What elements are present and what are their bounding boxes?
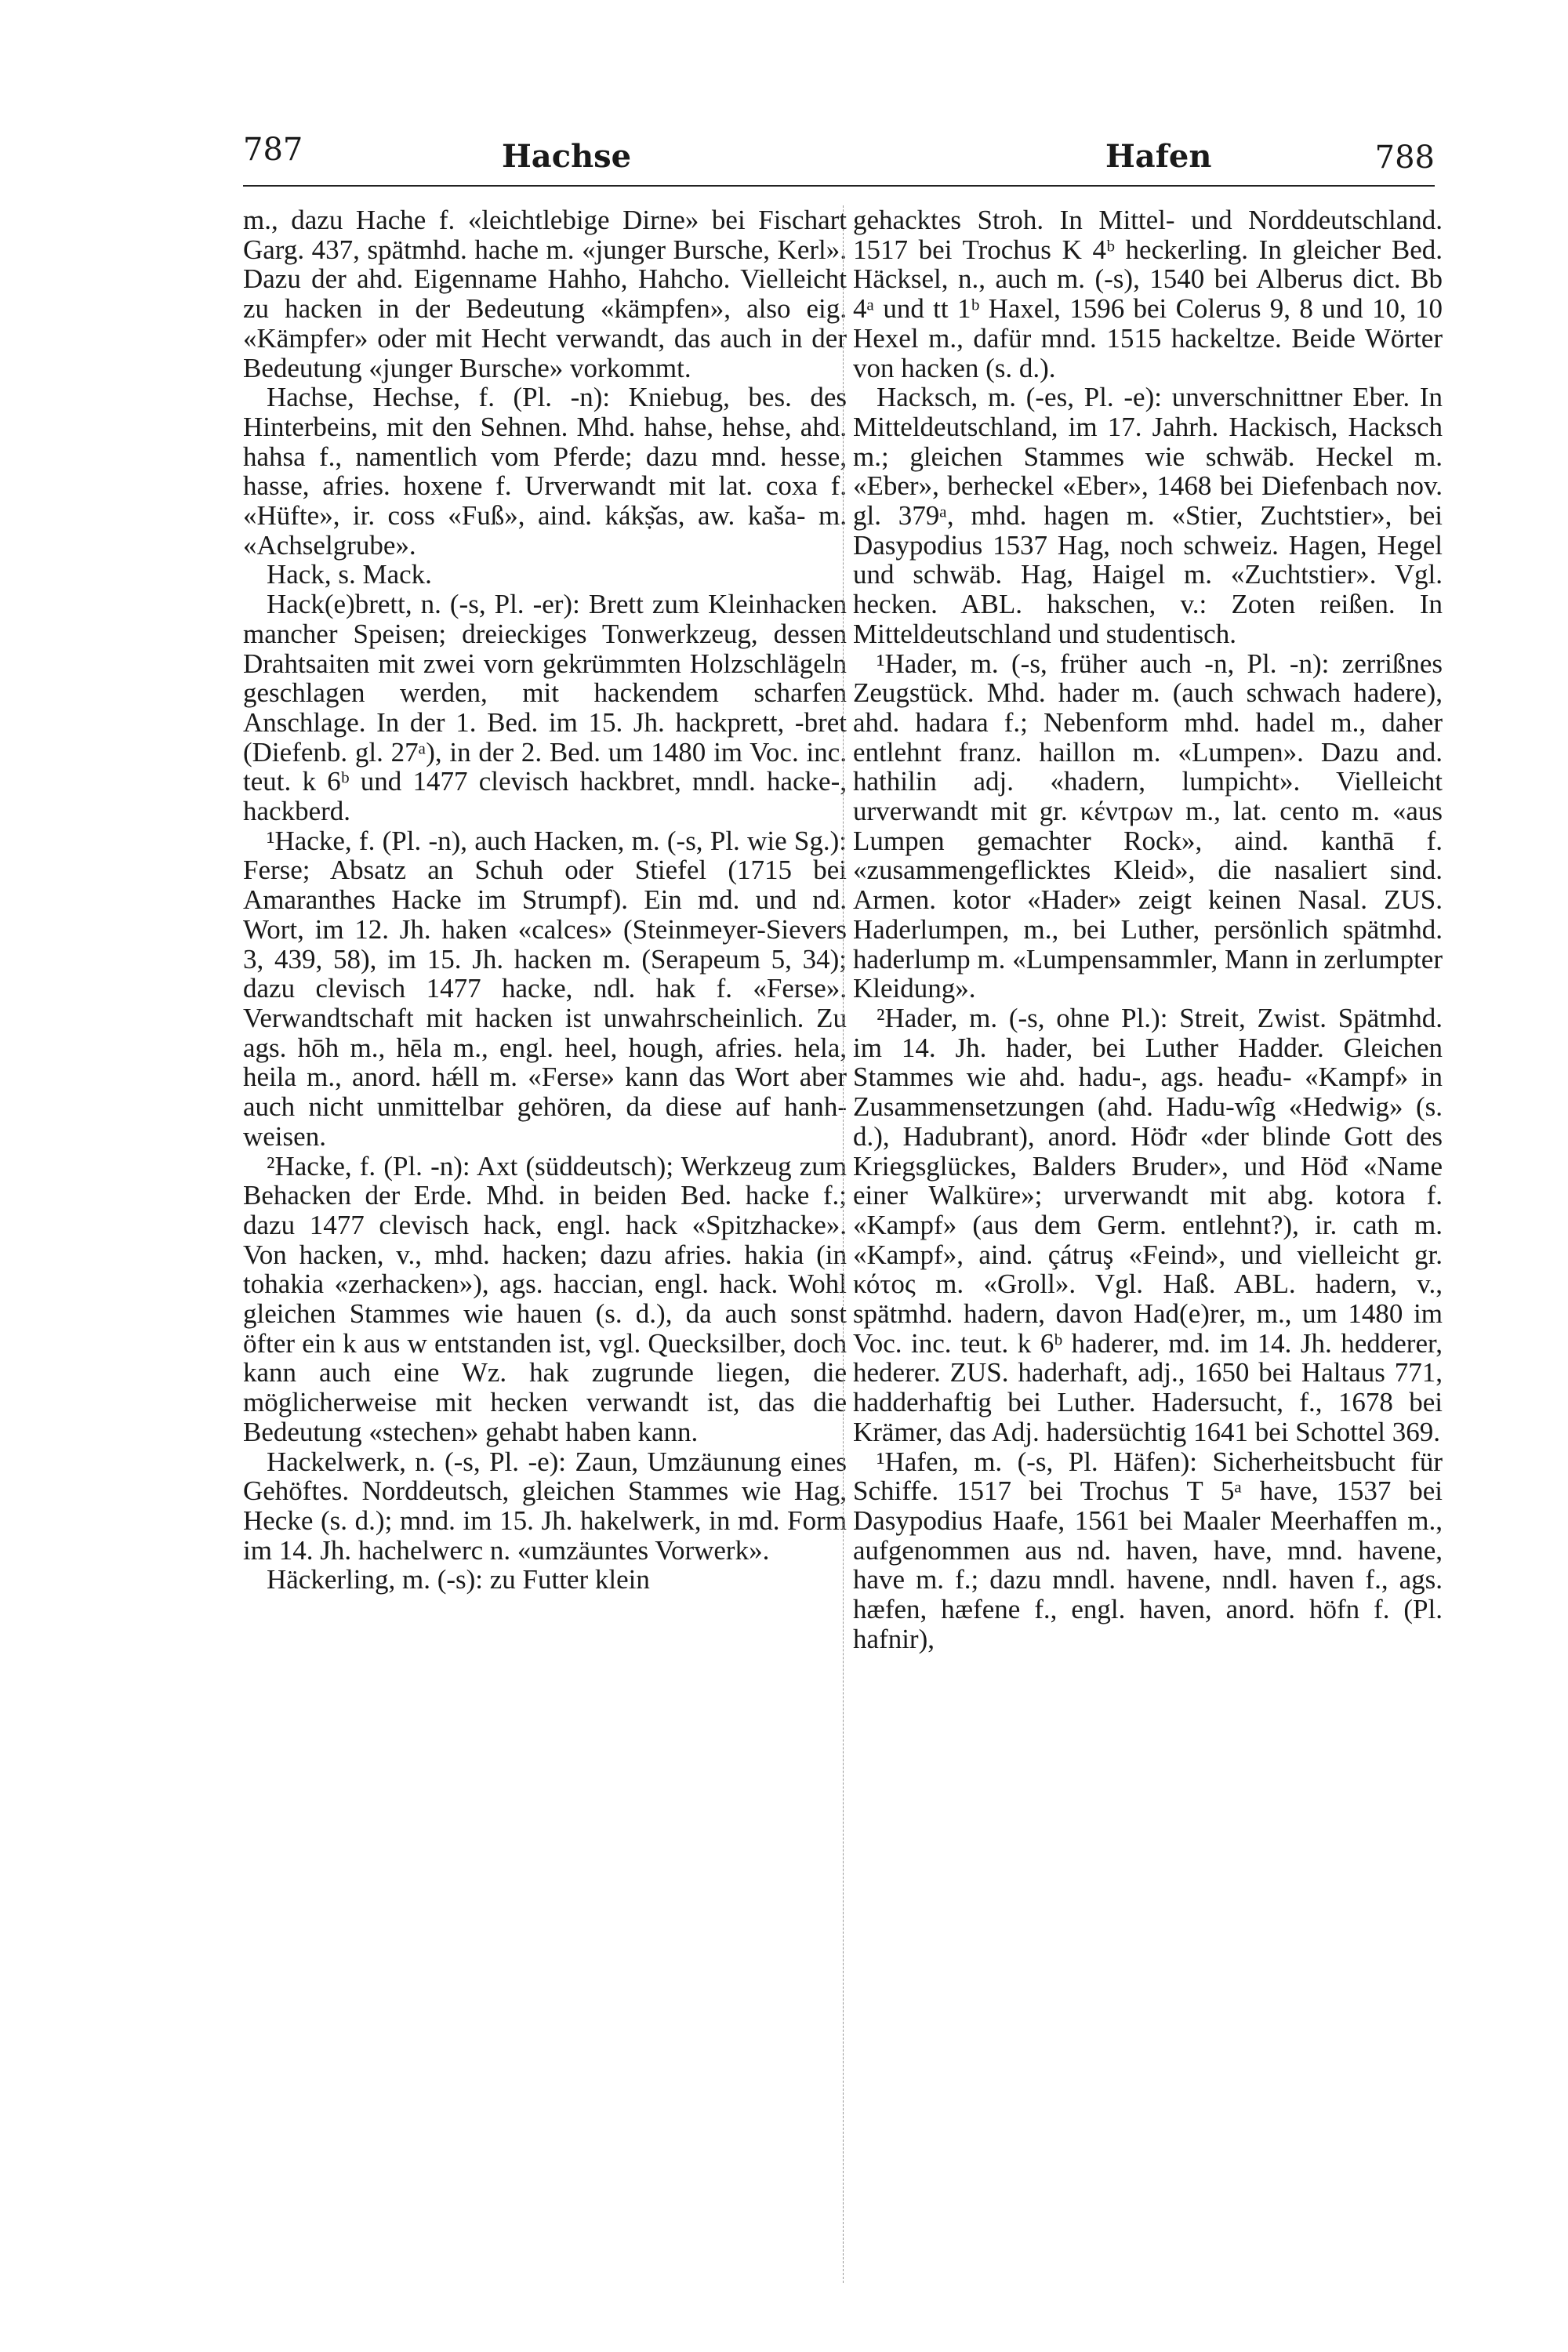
entry-hack: Hack, s. Mack. [267, 559, 432, 590]
entry-hachse: Hachse, Hechse, f. (Pl. -n): Kniebug, bes. des Hinterbeins, mit den Sehnen. Mhd. hahse, hehse, ahd. hahsa f., namentlich vom Pferde; dazu mnd. hesse, hasse, afries. hoxene f. Urverwandt mit lat. coxa f. «Hüfte», ir. coss «Fuß», aind. kákṣ̌as, aw. kaša- m. «Achselgrube». [243, 382, 847, 561]
header-rule [243, 185, 1435, 187]
entry-hacke-2: ²Hacke, f. (Pl. -n): Axt (süddeutsch); Werkzeug zum Behacken der Erde. Mhd. in beiden Bed. hacke f.; dazu 1477 clevisch hack, engl. hack «Spitzhacke». Von hacken, v., mhd. hacken; dazu afries. hakia (in tohakia «zerhacken»), ags. haccian, engl. hack. Wohl gleichen Stammes wie hauen (s. d.), da auch sonst öfter ein k aus w entstanden ist, vgl. Quecksilber, doch kann auch eine Wz. hak zugrunde liegen, die möglicherweise mit hecken verwandt ist, das die Bedeutung «stechen» gehabt haben kann. [243, 1150, 847, 1447]
entry-hacke-1: ¹Hacke, f. (Pl. -n), auch Hacken, m. (-s, Pl. wie Sg.): Ferse; Absatz an Schuh oder Stiefel (1715 bei Amaranthes Hacke im Strumpf). Ein md. und nd. Wort, im 12. Jh. haken «calces» (Steinmeyer-Sievers 3, 439, 58), im 15. Jh. hacken m. (Serapeum 5, 34); dazu clevisch 1477 hacke, ndl. hak f. «Ferse». Verwandtschaft mit hacken ist unwahrscheinlich. Zu ags. hōh m., hēla m., engl. heel, hough, afries. hela, heila m., anord. hǽll m. «Ferse» kann das Wort aber auch nicht unmittelbar gehören, da diese auf hanh- weisen. [243, 825, 847, 1152]
entry-hader-1: ¹Hader, m. (-s, früher auch -n, Pl. -n): zerrißnes Zeugstück. Mhd. hader m. (auch schwach hadere), ahd. hadara f.; Nebenform mhd. hadel m., daher entlehnt franz. haillon m. «Lumpen». Dazu and. hathilin adj. «hadern, lumpicht». Vielleicht urverwandt mit gr. κέντρων m., lat. cento m. «aus Lumpen gemachter Rock», aind. kanthā f. «zusammengeflicktes Kleid», die nasaliert sind. Armen. kotor «Hader» zeigt keinen Nasal. ZUS. Haderlumpen, m., bei Luther, persönlich spätmhd. haderlump m. «Lumpensammler, Mann in zerlumpter Kleidung». [853, 648, 1443, 1004]
entry-hackebrett: Hack(e)brett, n. (-s, Pl. -er): Brett zum Kleinhacken mancher Speisen; dreieckiges Tonwerkzeug, dessen Drahtsaiten mit zwei vorn gekrümmten Holzschlägeln geschlagen werden, mit hackendem scharfen Anschlage. In der 1. Bed. im 15. Jh. hackprett, -bret (Diefenb. gl. 27ᵃ), in der 2. Bed. um 1480 im Voc. inc. teut. k 6ᵇ und 1477 clevisch hackbret, mndl. hacke-, hackberd. [243, 589, 847, 827]
entry-paragraph: m., dazu Hache f. «leichtlebige Dirne» bei Fischart Garg. 437, spätmhd. hache m. «junger Bursche, Kerl». Dazu der ahd. Eigenname Hahho, Hahcho. Vielleicht zu hacken in der Bedeutung «kämpfen», also eig. «Kämpfer» oder mit Hecht verwandt, das auch in der Bedeutung «junger Bursche» vorkommt. [243, 205, 847, 383]
catchword-right: Hafen [1105, 138, 1212, 175]
left-column [243, 205, 847, 1595]
entry-paragraph: gehacktes Stroh. In Mittel- und Norddeutschland. 1517 bei Trochus K 4ᵇ heckerling. In gleicher Bed. Häcksel, n., auch m. (-s), 1540 bei Alberus dict. Bb 4ᵃ und tt 1ᵇ Haxel, 1596 bei Colerus 9, 8 und 10, 10 Hexel m., dafür mnd. 1515 hackeltze. Beide Wörter von hacken (s. d.). [853, 205, 1443, 383]
entry-hacksch: Hacksch, m. (-es, Pl. -e): unverschnittner Eber. In Mitteldeutschland, im 17. Jahrh. Hackisch, Hacksch m.; gleichen Stammes wie schwäb. Heckel m. «Eber», berheckel «Eber», 1468 bei Diefenbach nov. gl. 379ᵃ, mhd. hagen m. «Stier, Zuchtstier», bei Dasypodius 1537 Hag, noch schweiz. Hagen, Hegel und schwäb. Hag, Haigel m. «Zuchtstier». Vgl. hecken. ABL. hakschen, v.: Zoten reißen. In Mitteldeutschland und studentisch. [853, 382, 1443, 649]
entry-hafen-1: ¹Hafen, m. (-s, Pl. Häfen): Sicherheitsbucht für Schiffe. 1517 bei Trochus T 5ᵃ have, 1537 bei Dasypodius Haafe, 1561 bei Maaler Meerhaffen m., aufgenommen aus nd. haven, have, mnd. havene, have m. f.; dazu mndl. havene, nndl. haven f., ags. hæfen, hæfene f., engl. haven, anord. höfn f. (Pl. hafnir), [853, 1446, 1443, 1654]
right-column [853, 205, 1443, 1653]
entry-hackelwerk: Hackelwerk, n. (-s, Pl. -e): Zaun, Umzäunung eines Gehöftes. Norddeutsch, gleichen Stammes wie Hag, Hecke (s. d.); mnd. im 15. Jh. hakelwerk, in md. Form im 14. Jh. hachelwerc n. «umzäuntes Vorwerk». [243, 1446, 847, 1566]
column-divider [843, 205, 844, 2283]
page-number-left: 787 [243, 132, 303, 168]
catchword-left: Hachse [502, 138, 632, 175]
page-header [243, 132, 1435, 187]
entry-hader-2: ²Hader, m. (-s, ohne Pl.): Streit, Zwist. Spätmhd. im 14. Jh. hader, bei Luther Hadder. Gleichen Stammes wie ahd. hadu-, ags. heađu- «Kampf» in Zusammensetzungen (ahd. Hadu-wîg «Hedwig» (s. d.), Hadubrant), anord. Höđr «der blinde Gott des Kriegsglückes, Balders Bruder», und Höđ «Name einer Walküre»; urverwandt mit abg. kotora f. «Kampf» (aus dem Germ. entlehnt?), ir. cath m. «Kampf», aind. çátruş «Feind», und vielleicht gr. κότος m. «Groll». Vgl. Haß. ABL. hadern, v., spätmhd. hadern, davon Had(e)rer, m., um 1480 im Voc. inc. teut. k 6ᵇ haderer, md. im 14. Jh. hedderer, hederer. ZUS. haderhaft, adj., 1650 bei Haltaus 771, hadderhaftig bei Luther. Hadersucht, f., 1678 bei Krämer, das Adj. hadersüchtig 1641 bei Schottel 369. [853, 1002, 1443, 1447]
page-number-right: 788 [1374, 140, 1435, 176]
entry-haeckerling: Häckerling, m. (-s): zu Futter klein [267, 1564, 650, 1595]
